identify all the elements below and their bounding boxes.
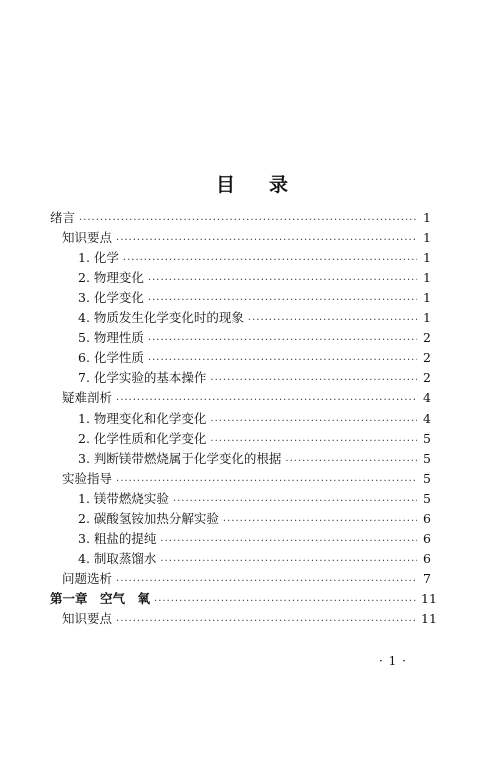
- toc-entry-label: 1. 化学: [78, 250, 119, 266]
- toc-entry[interactable]: [78, 509, 431, 529]
- toc-entry[interactable]: [78, 368, 431, 388]
- toc-entry[interactable]: [62, 469, 431, 489]
- dot-leader: [210, 429, 417, 449]
- toc-entry-label: 7. 化学实验的基本操作: [78, 370, 207, 386]
- dot-leader: [285, 449, 417, 469]
- dot-leader: [116, 569, 417, 589]
- toc-entry[interactable]: [50, 208, 431, 228]
- toc-entry[interactable]: [78, 429, 431, 449]
- toc-entry-page: 5: [423, 490, 431, 506]
- dot-leader: [210, 409, 417, 429]
- toc-entry-label: 3. 粗盐的提纯: [78, 530, 157, 546]
- toc-entry-label: 3. 判断镁带燃烧属于化学变化的根据: [78, 450, 282, 466]
- toc-entry-page: 1: [423, 230, 431, 246]
- toc-entry-label: 1. 物理变化和化学变化: [78, 410, 207, 426]
- dot-leader: [79, 208, 417, 228]
- dot-leader: [116, 469, 417, 489]
- title-char-2: 录: [269, 174, 289, 196]
- toc-entry[interactable]: [62, 228, 431, 248]
- toc-entry-label: 2. 化学性质和化学变化: [78, 430, 207, 446]
- dot-leader: [173, 489, 417, 509]
- dot-leader: [123, 248, 417, 268]
- toc-entry-page: 11: [421, 590, 437, 606]
- dot-leader: [160, 529, 417, 549]
- dot-leader: [160, 549, 417, 569]
- toc-entry[interactable]: [78, 328, 431, 348]
- toc-entry-page: 7: [423, 570, 431, 586]
- toc-entry-page: 6: [423, 530, 431, 546]
- page-number-footer: · 1 ·: [379, 654, 407, 668]
- toc-entry-page: 5: [423, 450, 431, 466]
- dot-leader: [148, 268, 417, 288]
- toc-entry[interactable]: [78, 489, 431, 509]
- toc-entry-page: 1: [423, 290, 431, 306]
- toc-entry[interactable]: [78, 248, 431, 268]
- toc-entry[interactable]: [78, 549, 431, 569]
- toc-entry-label: 3. 化学变化: [78, 290, 144, 306]
- toc-entry-label: 6. 化学性质: [78, 350, 144, 366]
- toc-entry-page: 1: [423, 310, 431, 326]
- toc-entry-page: 1: [423, 210, 431, 225]
- toc-entry-page: 5: [423, 470, 431, 486]
- dot-leader: [223, 509, 417, 529]
- toc-entry[interactable]: [78, 348, 431, 368]
- toc-entry-page: 6: [423, 550, 431, 566]
- toc-entry-page: 1: [423, 270, 431, 286]
- toc-entry-page: 2: [423, 370, 431, 386]
- dot-leader: [148, 328, 417, 348]
- toc-entry-label: 第一章 空气 氧: [50, 590, 151, 606]
- toc-entry-page: 2: [423, 350, 431, 366]
- toc-entry-page: 1: [423, 250, 431, 266]
- toc-entry-page: 6: [423, 510, 431, 526]
- dot-leader: [116, 388, 417, 408]
- toc-entry-label: 2. 物理变化: [78, 270, 144, 286]
- dot-leader: [148, 348, 417, 368]
- dot-leader: [116, 609, 417, 629]
- toc-entry-label: 4. 物质发生化学变化时的现象: [78, 310, 244, 326]
- page-title: [0, 170, 504, 197]
- toc-chapter-entry[interactable]: [50, 589, 437, 609]
- toc-entry-label: 问题选析: [62, 570, 113, 586]
- dot-leader: [148, 288, 417, 308]
- toc-entry-page: 4: [423, 390, 431, 406]
- toc-entry-label: 知识要点: [62, 230, 113, 246]
- toc-entry[interactable]: [62, 569, 431, 589]
- toc-entry[interactable]: [62, 609, 437, 629]
- dot-leader: [248, 308, 417, 328]
- toc-entry-page: 5: [423, 430, 431, 446]
- toc-entry-label: 绪言: [50, 210, 76, 225]
- toc-entry-label: 实验指导: [62, 470, 113, 486]
- toc-entry[interactable]: [78, 268, 431, 288]
- toc-entry-page: 2: [423, 330, 431, 346]
- toc-entry-label: 疑难剖析: [62, 390, 113, 406]
- dot-leader: [210, 368, 417, 388]
- toc-entry-page: 4: [423, 410, 431, 426]
- toc-entry[interactable]: [78, 288, 431, 308]
- toc-entry-label: 5. 物理性质: [78, 330, 144, 346]
- toc-entry-label: 2. 碳酸氢铵加热分解实验: [78, 510, 219, 526]
- dot-leader: [116, 228, 417, 248]
- title-char-1: 目: [215, 174, 235, 196]
- toc-entry-label: 知识要点: [62, 611, 113, 626]
- toc-entry-page: 11: [421, 611, 437, 626]
- toc-entry[interactable]: [78, 409, 431, 429]
- dot-leader: [154, 589, 417, 609]
- toc-entry-label: 1. 镁带燃烧实验: [78, 490, 169, 506]
- toc-entry[interactable]: [78, 529, 431, 549]
- toc-entry[interactable]: [62, 388, 431, 408]
- toc-entry-label: 4. 制取蒸馏水: [78, 550, 157, 566]
- toc-entry[interactable]: [78, 308, 431, 328]
- toc-entry[interactable]: [78, 449, 431, 469]
